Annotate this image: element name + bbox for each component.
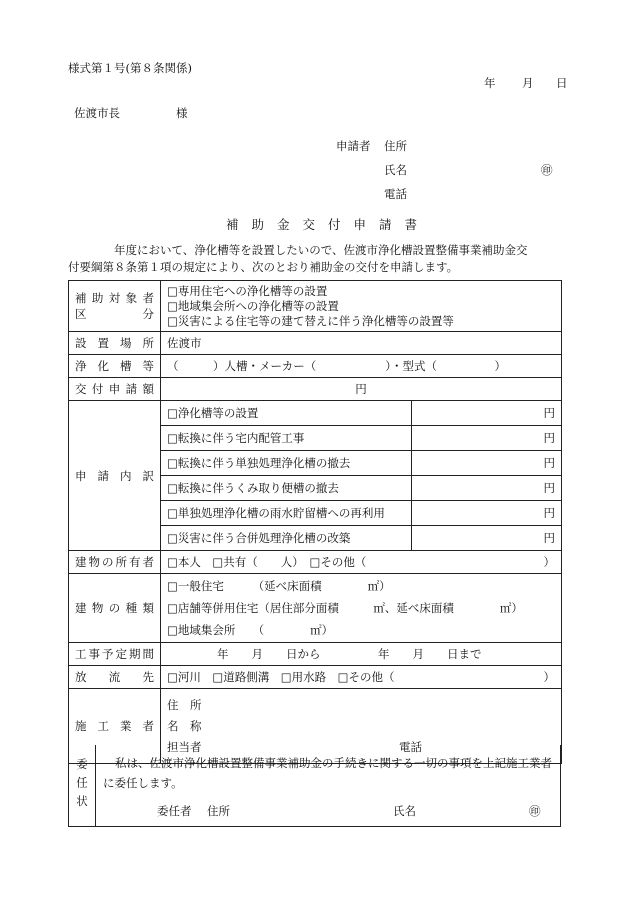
owner-value[interactable]: □本人 □共有（ 人） □その他（ <box>167 555 367 569</box>
applicant-seal: ㊞ <box>541 163 553 177</box>
delegation-box <box>68 745 561 827</box>
target-option-2[interactable]: □地域集会所への浄化槽等の設置 <box>167 298 339 313</box>
contractor-address[interactable]: 住 所 <box>167 697 202 712</box>
addressee-honorific: 様 <box>176 106 188 120</box>
detail-unit[interactable]: 円 <box>412 526 562 551</box>
date-year: 年 <box>484 76 496 90</box>
amount-unit[interactable]: 円 <box>161 378 562 401</box>
target-option-3[interactable]: □災害による住宅等の建て替えに伴う浄化槽等の設置等 <box>167 313 454 328</box>
row-target <box>69 281 562 332</box>
detail-item[interactable]: □転換に伴う単独処理浄化槽の撤去 <box>161 451 412 476</box>
date-month: 月 <box>522 76 534 90</box>
discharge-value[interactable]: □河川 □道路側溝 □用水路 □その他（ <box>167 670 395 684</box>
row-tank <box>69 355 562 378</box>
location-value[interactable]: 佐渡市 <box>161 332 562 355</box>
row-amount <box>69 378 562 401</box>
applicant-phone-label: 電話 <box>384 187 407 201</box>
row-location <box>69 332 562 355</box>
location-label: 設置場所 <box>75 336 154 350</box>
form-title: 補助金交付申請書 <box>226 217 431 232</box>
owner-close: ） <box>543 555 555 569</box>
delegator-label: 委任者 <box>157 804 192 818</box>
detail-row <box>69 401 562 426</box>
contractor-name[interactable]: 名 称 <box>167 718 202 733</box>
intro-text <box>68 242 564 276</box>
period-value[interactable]: 年 月 日から 年 月 日まで <box>161 643 562 666</box>
detail-item[interactable]: □単独処理浄化槽の雨水貯留槽への再利用 <box>161 501 412 526</box>
applicant-name-label: 氏名 <box>384 163 407 177</box>
row-period <box>69 643 562 666</box>
contractor-person[interactable]: 担当者 <box>167 739 202 754</box>
detail-unit[interactable]: 円 <box>412 451 562 476</box>
addressee: 佐渡市長 <box>74 106 120 120</box>
detail-item[interactable]: □災害に伴う合併処理浄化槽の改築 <box>161 526 412 551</box>
application-table <box>68 280 562 764</box>
tank-label: 浄化槽等 <box>75 359 154 373</box>
row-building <box>69 574 562 643</box>
building-option-1[interactable]: □一般住宅 （延べ床面積 ㎡） <box>167 579 391 593</box>
period-label: 工事予定期間 <box>75 647 154 661</box>
delegation-label-cell <box>69 745 96 826</box>
target-option-1[interactable]: □専用住宅への浄化槽等の設置 <box>167 283 328 298</box>
row-owner <box>69 551 562 574</box>
detail-unit[interactable]: 円 <box>412 476 562 501</box>
discharge-close: ） <box>543 670 555 684</box>
date-day: 日 <box>556 76 568 90</box>
delegator-seal: ㊞ <box>529 804 541 818</box>
contractor-phone[interactable]: 電話 <box>399 739 422 754</box>
amount-label: 交付申請額 <box>75 382 154 396</box>
detail-unit[interactable]: 円 <box>412 501 562 526</box>
target-label-line2: 区 分 <box>75 307 154 321</box>
discharge-label: 放流先 <box>75 670 154 684</box>
target-label-line1: 補助対象者 <box>75 291 154 305</box>
detail-unit[interactable]: 円 <box>412 426 562 451</box>
delegation-text: 私は、佐渡市浄化槽設置整備事業補助金の手続きに関する一切の事項を上記施工業者に委任します。 <box>103 756 552 790</box>
form-number: 様式第１号(第８条関係) <box>68 61 192 75</box>
delegation-label: 委任状 <box>75 757 89 814</box>
building-option-2[interactable]: □店舗等併用住宅（居住部分面積 ㎡、延べ床面積 ㎡） <box>167 601 523 615</box>
intro-line-1: 年度において、浄化槽等を設置したいので、佐渡市浄化槽設置整備事業補助金交 <box>114 243 528 257</box>
detail-item[interactable]: □浄化槽等の設置 <box>161 401 412 426</box>
owner-label: 建物の所有者 <box>75 555 154 569</box>
building-option-3[interactable]: □地域集会所 （ ㎡） <box>167 623 334 637</box>
applicant-label: 申請者 <box>336 139 371 153</box>
intro-line-2: 付要綱第８条第１項の規定により、次のとおり補助金の交付を申請します。 <box>68 260 459 274</box>
building-label: 建物の種類 <box>75 601 154 615</box>
details-label: 申請内訳 <box>75 468 154 483</box>
detail-unit[interactable]: 円 <box>412 401 562 426</box>
applicant-address-label: 住所 <box>384 139 407 153</box>
row-discharge <box>69 666 562 689</box>
delegator-name-label[interactable]: 氏名 <box>393 804 416 818</box>
detail-item[interactable]: □転換に伴うくみ取り便槽の撤去 <box>161 476 412 501</box>
contractor-label: 施工業者 <box>75 719 154 733</box>
tank-value[interactable]: （ ）人槽・メーカー（ ）・型式（ ） <box>161 355 562 378</box>
detail-item[interactable]: □転換に伴う宅内配管工事 <box>161 426 412 451</box>
delegator-address-label[interactable]: 住所 <box>207 804 230 818</box>
